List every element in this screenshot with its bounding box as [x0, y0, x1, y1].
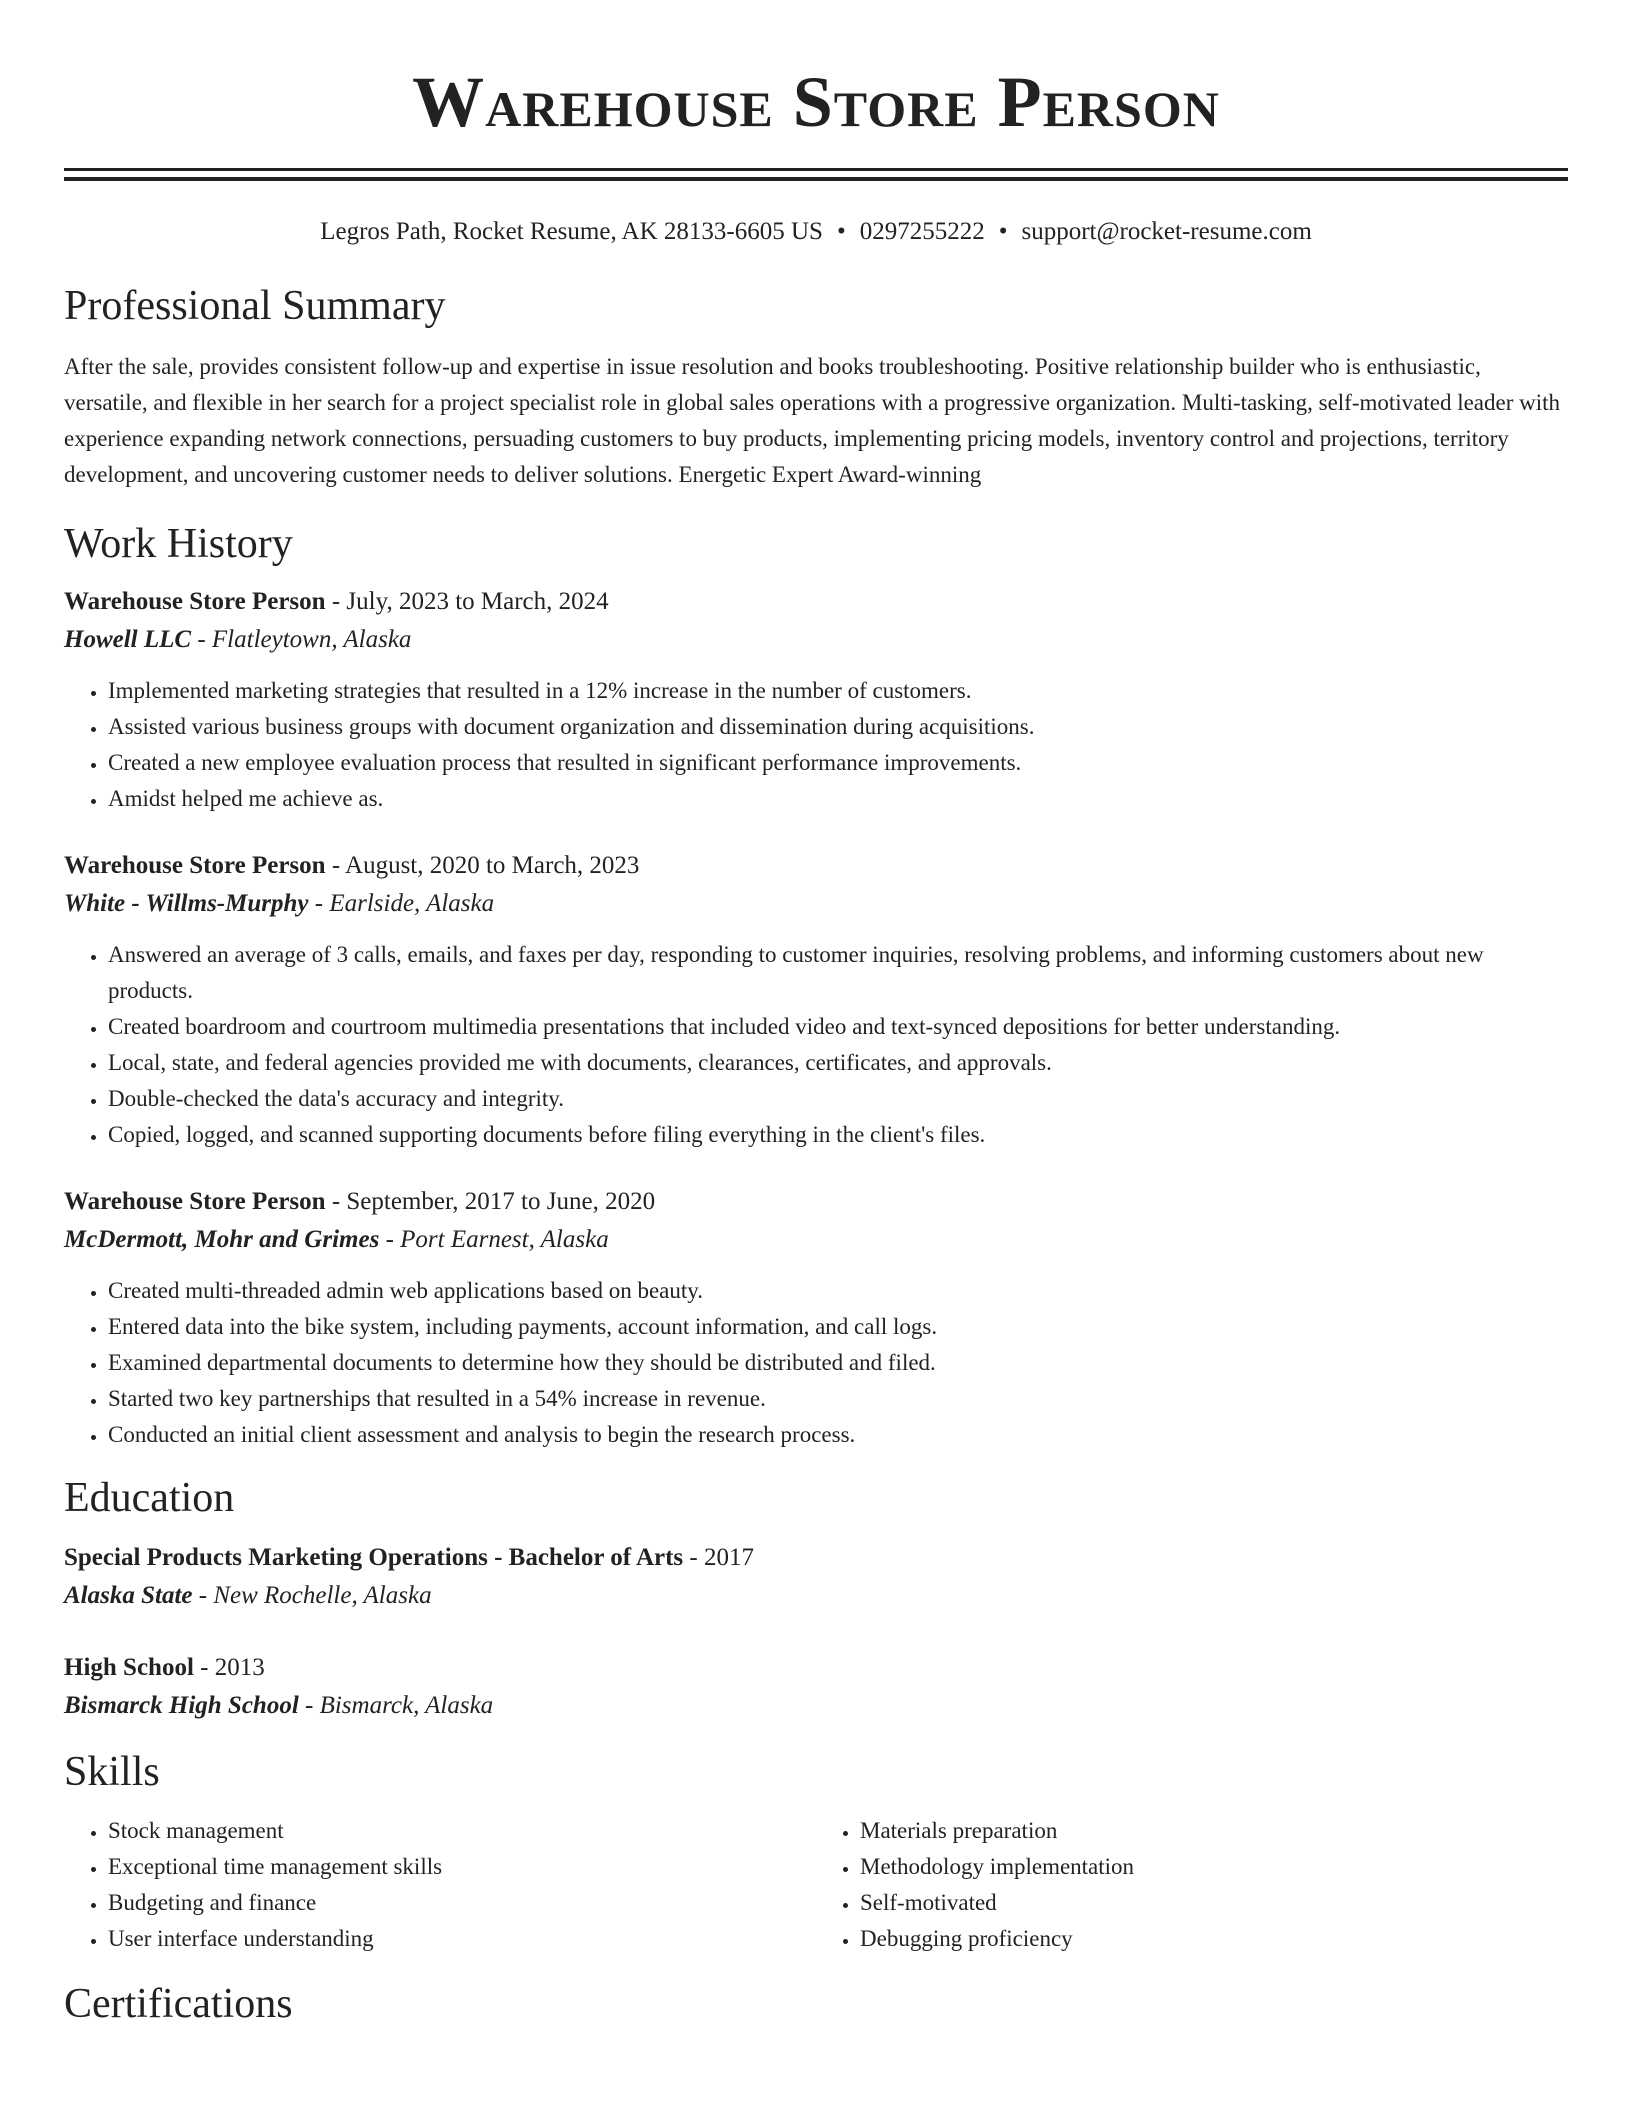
job-dates: - September, 2017 to June, 2020 — [325, 1188, 656, 1215]
degree-line — [64, 1539, 1568, 1577]
school-location: - New Rochelle, Alaska — [192, 1582, 432, 1609]
school-line — [64, 1687, 1568, 1725]
degree-name: High School — [64, 1654, 194, 1681]
skill-item: • Self-motivated — [860, 1885, 1568, 1921]
certifications-heading: Certifications — [64, 1981, 293, 2027]
education-heading: Education — [64, 1475, 235, 1521]
list-item: • Started two key partnerships that resulted in a 54% increase in revenue. — [108, 1381, 1568, 1417]
company-line — [64, 885, 1568, 923]
school-location: - Bismarck, Alaska — [298, 1692, 494, 1719]
skills-columns — [64, 1813, 1568, 1957]
skills-heading: Skills — [64, 1749, 160, 1795]
work-history-heading: Work History — [64, 521, 293, 567]
contact-separator: • — [998, 218, 1008, 245]
degree-line — [64, 1649, 1568, 1687]
summary-heading: Professional Summary — [64, 283, 446, 329]
company-line — [64, 621, 1568, 659]
skill-item: • Debugging proficiency — [860, 1921, 1568, 1957]
job-entry — [64, 1183, 1568, 1453]
company-name: White - Willms-Murphy — [64, 890, 309, 917]
job-title: Warehouse Store Person — [64, 588, 326, 615]
list-item: • Double-checked the data's accuracy and integrity. — [108, 1081, 1568, 1117]
list-item: • Entered data into the bike system, including payments, account information, and call logs. — [108, 1309, 1568, 1345]
skill-item: • Budgeting and finance — [108, 1885, 816, 1921]
education-entry — [64, 1649, 1568, 1725]
skill-item: • Stock management — [108, 1813, 816, 1849]
school-name: Alaska State — [64, 1582, 193, 1609]
degree-year: - 2017 — [683, 1544, 754, 1571]
skills-list-left — [64, 1813, 816, 1957]
school-line — [64, 1577, 1568, 1615]
list-item: • Answered an average of 3 calls, emails, and faxes per day, responding to customer inquiries, resolving problems, and informing customers about new products. — [108, 937, 1568, 1009]
job-entry — [64, 583, 1568, 817]
skill-item: • User interface understanding — [108, 1921, 816, 1957]
degree-name: Special Products Marketing Operations - Bachelor of Arts — [64, 1544, 684, 1571]
job-title: Warehouse Store Person — [64, 852, 326, 879]
list-item: • Implemented marketing strategies that resulted in a 12% increase in the number of customers. — [108, 673, 1568, 709]
skill-item: • Exceptional time management skills — [108, 1849, 816, 1885]
contact-line — [64, 217, 1568, 247]
skills-list-right — [816, 1813, 1568, 1957]
degree-year: - 2013 — [193, 1654, 265, 1681]
job-dates: - August, 2020 to March, 2023 — [325, 852, 640, 879]
company-location: - Flatleytown, Alaska — [191, 626, 412, 653]
job-title-line — [64, 583, 1568, 621]
resume-name: Warehouse Store Person — [412, 62, 1220, 142]
company-name: McDermott, Mohr and Grimes — [64, 1226, 380, 1253]
company-location: - Earlside, Alaska — [308, 890, 495, 917]
company-location: - Port Earnest, Alaska — [379, 1226, 609, 1253]
contact-email: support@rocket-resume.com — [1021, 218, 1312, 245]
job-title-line — [64, 1183, 1568, 1221]
list-item: • Copied, logged, and scanned supporting documents before filing everything in the client's files. — [108, 1117, 1568, 1153]
header-divider-bottom — [64, 177, 1568, 181]
job-bullets — [64, 937, 1568, 1153]
header-divider-top — [64, 168, 1568, 171]
job-title: Warehouse Store Person — [64, 1188, 326, 1215]
job-entry — [64, 847, 1568, 1153]
job-bullets — [64, 1273, 1568, 1453]
contact-separator: • — [836, 218, 846, 245]
job-bullets — [64, 673, 1568, 817]
skill-item: • Methodology implementation — [860, 1849, 1568, 1885]
contact-phone: 0297255222 — [859, 218, 985, 245]
summary-text: After the sale, provides consistent follow-up and expertise in issue resolution and books troubleshooting. Positive relationship builder who is enthusiastic, versatile, and flexible in her search for a project specialist role in global sales operations with a progressive organization. Multi-tasking, self-motivated leader with experience expanding network connections, persuading customers to buy products, implementing pricing models, inventory control and projections, territory development, and uncovering customer needs to deliver solutions. Energetic Expert Award-winning — [64, 354, 1561, 487]
job-title-line — [64, 847, 1568, 885]
list-item: • Amidst helped me achieve as. — [108, 781, 1568, 817]
skill-item: • Materials preparation — [860, 1813, 1568, 1849]
school-name: Bismarck High School — [64, 1692, 299, 1719]
list-item: • Local, state, and federal agencies provided me with documents, clearances, certificates, and approvals. — [108, 1045, 1568, 1081]
list-item: • Assisted various business groups with document organization and dissemination during acquisitions. — [108, 709, 1568, 745]
list-item: • Created boardroom and courtroom multimedia presentations that included video and text-synced depositions for better understanding. — [108, 1009, 1568, 1045]
job-dates: - July, 2023 to March, 2024 — [325, 588, 609, 615]
company-name: Howell LLC — [64, 626, 192, 653]
list-item: • Examined departmental documents to determine how they should be distributed and filed. — [108, 1345, 1568, 1381]
education-entry — [64, 1539, 1568, 1615]
company-line — [64, 1221, 1568, 1259]
list-item: • Conducted an initial client assessment and analysis to begin the research process. — [108, 1417, 1568, 1453]
list-item: • Created multi-threaded admin web applications based on beauty. — [108, 1273, 1568, 1309]
contact-address: Legros Path, Rocket Resume, AK 28133-6605 US — [320, 218, 823, 245]
list-item: • Created a new employee evaluation process that resulted in significant performance improvements. — [108, 745, 1568, 781]
